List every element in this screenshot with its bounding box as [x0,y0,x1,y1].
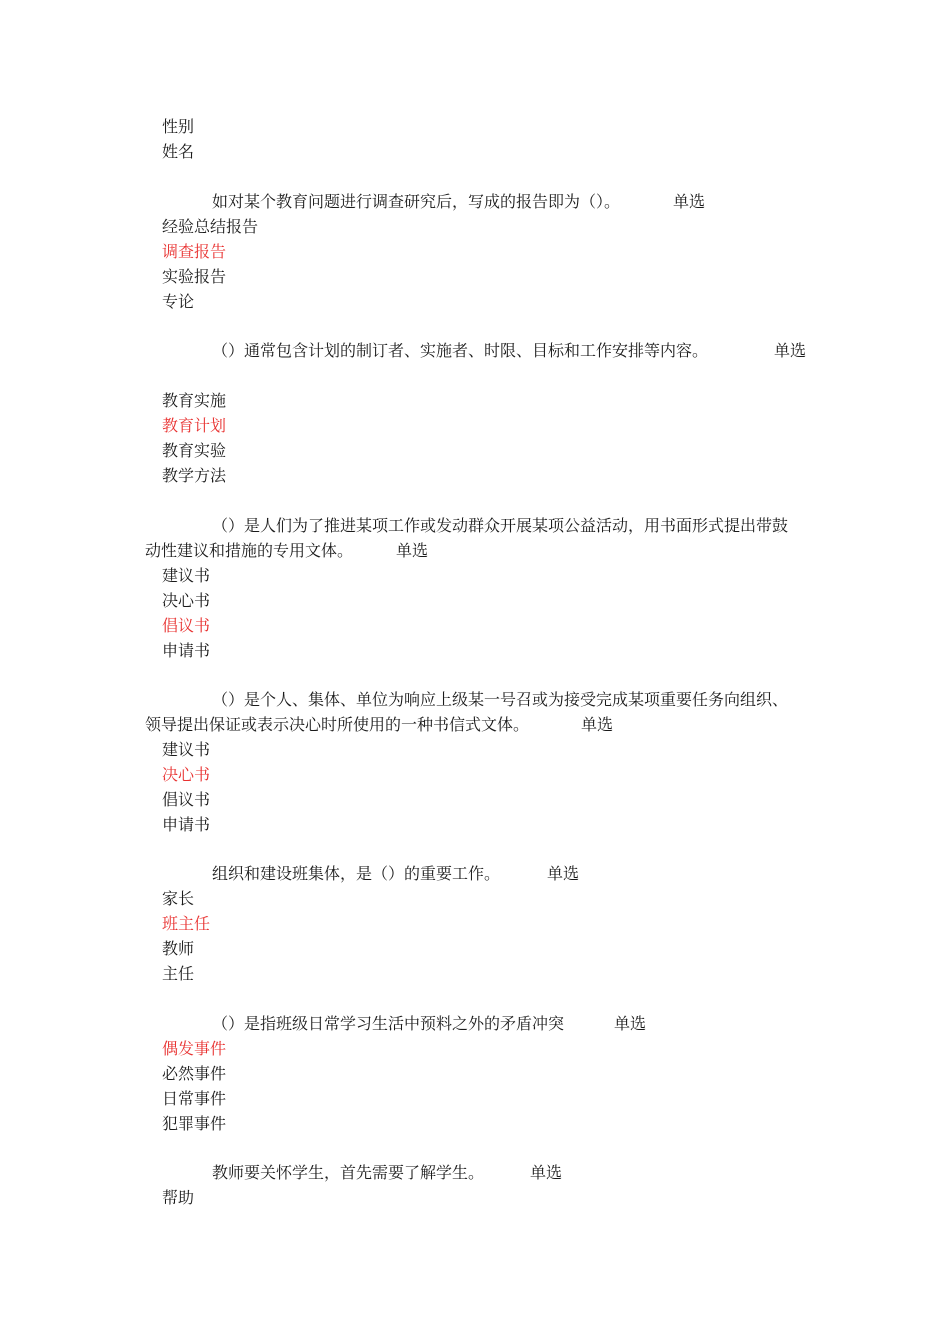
field-name: 姓名 [162,142,195,161]
question-type-label: 单选 [614,1014,647,1033]
answer-option-correct: 调查报告 [162,242,227,261]
question-text: （）是指班级日常学习生活中预料之外的矛盾冲突 [212,1014,565,1033]
answer-option: 实验报告 [162,267,227,286]
answer-option: 建议书 [162,740,211,759]
answer-option: 必然事件 [162,1064,227,1083]
answer-option-correct: 教育计划 [162,416,227,435]
question-text: 组织和建设班集体，是（）的重要工作。 [212,864,501,883]
answer-option-correct: 偶发事件 [162,1039,227,1058]
question-type-label: 单选 [530,1163,563,1182]
answer-option: 倡议书 [162,790,211,809]
question-text: 动性建议和措施的专用文体。 [145,541,354,560]
question-text: （）是个人、集体、单位为响应上级某一号召或为接受完成某项重要任务向组织、 [212,690,789,709]
answer-option-correct: 倡议书 [162,616,211,635]
answer-option: 教师 [162,939,195,958]
answer-option: 申请书 [162,815,211,834]
question-text: 领导提出保证或表示决心时所使用的一种书信式文体。 [145,715,530,734]
answer-option: 建议书 [162,566,211,585]
answer-option: 帮助 [162,1188,195,1207]
question-text: 教师要关怀学生，首先需要了解学生。 [212,1163,485,1182]
answer-option: 主任 [162,964,195,983]
field-gender: 性别 [162,117,195,136]
answer-option: 犯罪事件 [162,1114,227,1133]
question-type-label: 单选 [774,341,807,360]
answer-option: 申请书 [162,641,211,660]
question-text: （）通常包含计划的制订者、实施者、时限、目标和工作安排等内容。 [212,341,709,360]
answer-option-correct: 决心书 [162,765,211,784]
answer-option: 决心书 [162,591,211,610]
answer-option: 教学方法 [162,466,227,485]
question-type-label: 单选 [673,192,706,211]
answer-option-correct: 班主任 [162,914,211,933]
answer-option: 经验总结报告 [162,217,259,236]
answer-option: 教育实施 [162,391,227,410]
answer-option: 日常事件 [162,1089,227,1108]
question-type-label: 单选 [547,864,580,883]
question-text: （）是人们为了推进某项工作或发动群众开展某项公益活动，用书面形式提出带鼓 [212,516,789,535]
question-type-label: 单选 [581,715,614,734]
question-type-label: 单选 [396,541,429,560]
answer-option: 专论 [162,292,195,311]
answer-option: 教育实验 [162,441,227,460]
question-text: 如对某个教育问题进行调查研究后，写成的报告即为（）。 [212,192,621,211]
answer-option: 家长 [162,889,195,908]
